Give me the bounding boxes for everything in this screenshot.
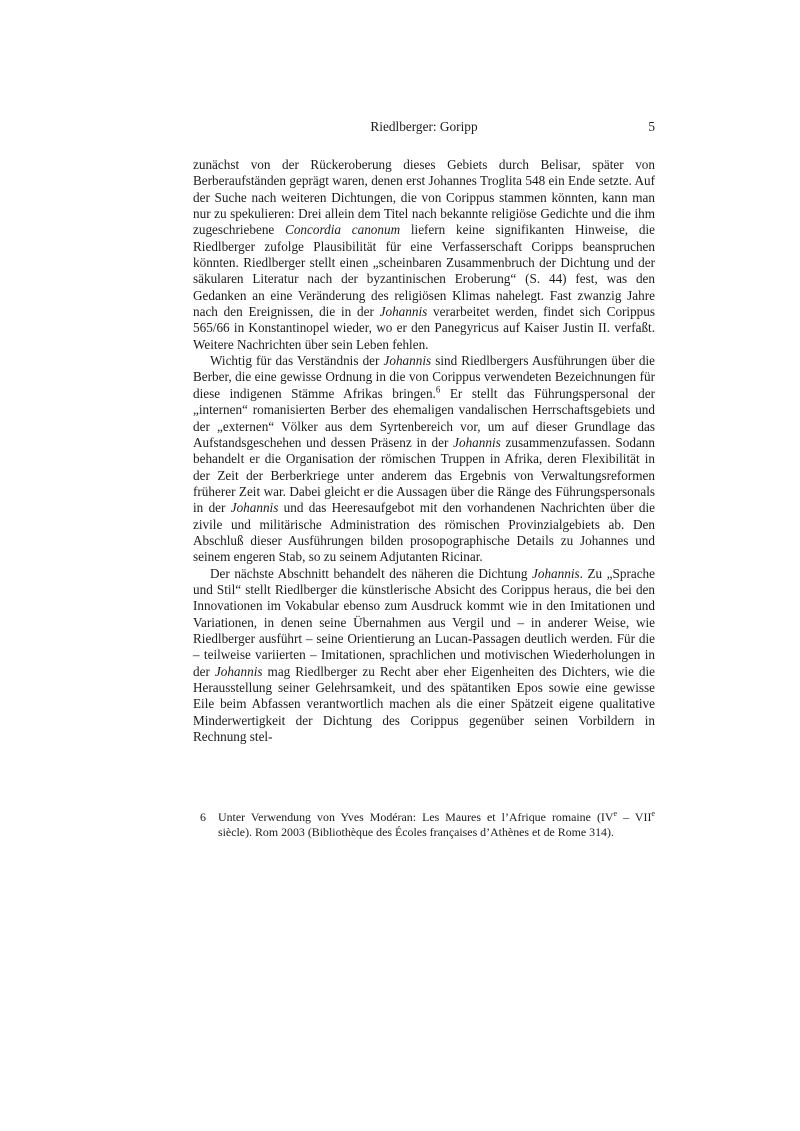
text-run: Unter Verwendung von Yves Modéran: Les Maures et l’Afrique romaine (IV xyxy=(218,810,614,824)
text-run: Der nächste Abschnitt behandelt des näheren die Dichtung xyxy=(210,565,532,581)
text-run: zusammenzufassen. Sodann behandelt er die Organisation der römischen Truppen in Afrika, deren Flexibilität in der Zeit der Berberkriege unter anderem das Ergebnis von Verwaltungsreformen früherer Zeit war. Dabei gleicht er die Aussagen über die Ränge des Führungspersonals in der xyxy=(193,434,655,516)
text-run: verarbeitet werden, findet sich Corippus 565/66 in Konstantinopel wieder, wo er den Panegyricus auf Kaiser Justin II. verfaßt. Weitere Nachrichten über sein Leben fehlen. xyxy=(193,304,656,352)
italic-run: Johannis xyxy=(453,434,501,450)
superscript-run: e xyxy=(613,809,618,819)
body-text xyxy=(193,157,655,745)
italic-run: Concordia canonum xyxy=(285,222,401,238)
text-run: und das Heeresaufgebot mit den vorhandenen Nachrichten über die zivile und militärische Administration des römischen Provinzialgebiets ab. Den Abschluß dieser Ausführungen bilden prosopographische Details zu Johannes und seinem engeren Stab, so zu seinem Adjutanten Ricinar. xyxy=(193,500,655,565)
text-run: Er stellt das Führungspersonal der „internen“ romanisierten Berber des ehemaligen vandalischen Herrschaftsgebiets und der „externen“ Völker aus dem Syrtenbereich vor, um auf dieser Grundlage das Aufstandsgeschehen und dessen Präsenz in der xyxy=(193,385,655,450)
paragraph xyxy=(193,353,655,565)
text-run: liefern keine signifikanten Hinweise, die Riedlberger zufolge Plausibilität für eine Verfasserschaft Coripps beanspruchen könnten. Riedlberger stellt einen „scheinbaren Zusammenbruch der Dichtung und der säkularen Literatur nach der byzantinischen Eroberung“ (S. 44) fest, was den Gedanken an eine Veränderung des religiösen Klimas nahelegt. Fast zwanzig Jahre nach den Ereignissen, die in der xyxy=(193,222,655,320)
paragraph xyxy=(193,157,655,353)
text-run: zunächst von der Rückeroberung dieses Gebiets durch Belisar, später von Berberaufständen geprägt waren, denen erst Johannes Troglita 548 ein Ende setzte. Auf der Suche nach weiteren Dichtungen, die von Corippus stammen könnten, kann man nur zu spekulieren: Drei allein dem Titel nach bekannte religiöse Gedichte und die ihm zugeschriebene xyxy=(193,157,655,238)
footnote-text xyxy=(218,810,655,840)
footnote-number: 6 xyxy=(200,810,206,824)
italic-run: Johannis xyxy=(214,663,263,679)
page-number: 5 xyxy=(648,119,655,134)
text-run: . Zu „Sprache und Stil“ stellt Riedlberger die künstlerische Absicht des Corippus heraus, die bei den Innovationen im Vokabular ebenso zum Ausdruck kommt wie in den Imitationen und Variationen, in denen seine Übernahmen aus Vergil und – in anderer Weise, wie Riedlberger ausführt – seine Orientierung an Lucan-Passagen deutlich werden. Für die – teilweise variierten – Imitationen, sprachlichen und motivischen Wiederholungen in der xyxy=(193,565,655,679)
text-run: – VII xyxy=(617,810,652,824)
italic-run: Johannis xyxy=(230,500,279,516)
text-run: sind Riedlbergers Ausführungen über die Berber, die eine gewisse Ordnung in die von Corippus verwendeten Bezeichnungen für diese indigenen Stämme Afrikas bringen. xyxy=(193,353,655,401)
italic-run: Johannis xyxy=(383,353,432,369)
superscript-run: 6 xyxy=(435,384,441,395)
text-run: Wichtig für das Verständnis der xyxy=(210,353,384,369)
text-run: mag Riedlberger zu Recht aber eher Eigenheiten des Dichters, wie die Herausstellung seiner Gelehrsamkeit, und des spätantiken Epos sowie eine gewisse Eile beim Abfassen verantwortlich machen als die einer Spätzeit eigene qualitative Minderwertigkeit der Dichtung des Corippus gegenüber seinen Vorbildern in Rechnung stel- xyxy=(193,663,655,745)
superscript-run: e xyxy=(651,809,655,819)
paragraph xyxy=(193,566,655,746)
running-title: Riedlberger: Goripp xyxy=(370,119,478,134)
page-header xyxy=(193,119,655,137)
text-run: siècle). Rom 2003 (Bibliothèque des Écoles françaises d’Athènes et de Rome 314). xyxy=(218,824,614,839)
italic-run: Johannis xyxy=(379,304,428,320)
footnote xyxy=(193,810,655,840)
italic-run: Johannis xyxy=(532,565,580,581)
